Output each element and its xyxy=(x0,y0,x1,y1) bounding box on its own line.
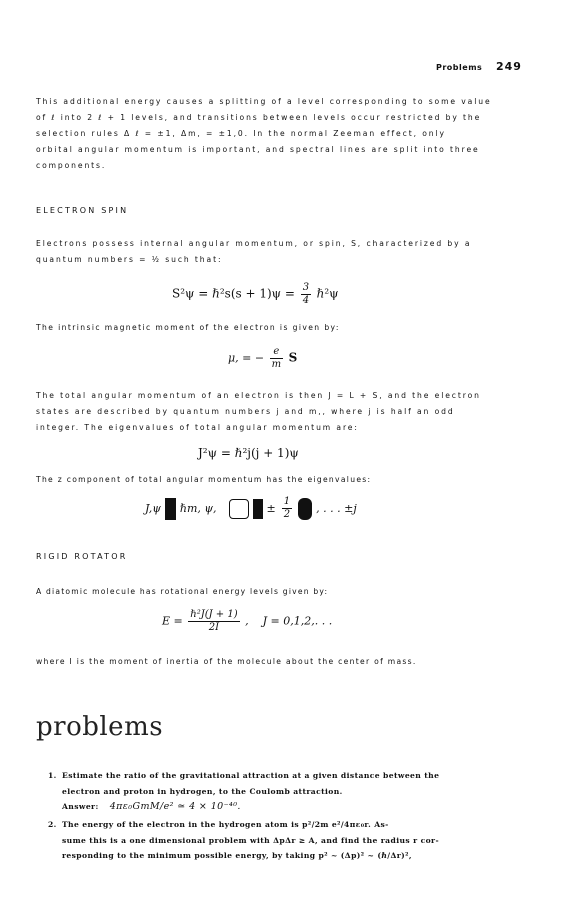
paragraph-line: The total angular momentum of an electron is then J = L + S, and the electron xyxy=(36,391,481,400)
problem-line: sume this is a one dimensional problem with ΔpΔr ≥ A, and find the radius r cor- xyxy=(62,835,440,845)
problem-row xyxy=(48,768,488,815)
total-angular-momentum-paragraph xyxy=(36,388,481,436)
fraction-denominator: 2 xyxy=(283,509,291,520)
equation-text: ℏ²ψ xyxy=(316,286,339,301)
problems-title: problems xyxy=(36,712,164,742)
answer-label: Answer: xyxy=(62,802,99,811)
z-component-text xyxy=(36,472,476,488)
equation-text: S xyxy=(288,350,298,365)
rigid-rotator-intro xyxy=(36,584,476,600)
equation-text: J,ψ xyxy=(145,502,161,515)
glyph-artifact xyxy=(165,498,176,520)
paragraph-line: selection rules Δ ℓ = ±1, Δm, = ±1,0. In the normal Zeeman effect, only xyxy=(36,129,446,138)
magnetic-moment-equation xyxy=(228,346,297,371)
fraction-denominator: 2I xyxy=(208,622,220,633)
paragraph-line: of ℓ into 2 ℓ + 1 levels, and transitions between levels occur restricted by the xyxy=(36,113,482,122)
paragraph-line: The intrinsic magnetic moment of the electron is given by: xyxy=(36,323,340,332)
glyph-artifact xyxy=(298,498,312,520)
glyph-artifact xyxy=(229,499,249,519)
problem-line: Estimate the ratio of the gravitational attraction at a given distance between the xyxy=(62,771,440,780)
section-heading-rigid-rotator: RIGID ROTATOR xyxy=(36,552,128,561)
fraction-numerator: ℏ²J(J + 1) xyxy=(190,609,238,620)
equation-text: E = xyxy=(162,614,187,628)
total-angular-momentum-equation xyxy=(198,446,299,460)
page-number: 249 xyxy=(496,60,522,73)
zeeman-paragraph xyxy=(36,94,492,174)
paragraph-line: quantum numbers = ½ such that: xyxy=(36,255,223,264)
problem-line: electron and proton in hydrogen, to the Coulomb attraction. xyxy=(62,786,343,796)
equation-text: , . . . ±j xyxy=(316,502,357,515)
paragraph-line: This additional energy causes a splitting of a level corresponding to some value xyxy=(36,97,492,106)
fraction xyxy=(301,282,311,307)
paragraph-line: Electrons possess internal angular momentum, or spin, S, characterized by a xyxy=(36,239,472,248)
paragraph-line: The z component of total angular momentum has the eigenvalues: xyxy=(36,475,372,484)
problem-line: The energy of the electron in the hydrogen atom is p²/2m e²/4πε₀r. As- xyxy=(62,820,389,829)
problem-number: 1. xyxy=(48,771,57,780)
fraction xyxy=(282,496,292,521)
fraction-numerator: 3 xyxy=(302,282,310,293)
glyph-artifact xyxy=(253,499,263,519)
electron-spin-intro xyxy=(36,236,476,268)
problem-answer xyxy=(62,799,439,815)
equation-text: , J = 0,1,2,. . . xyxy=(245,614,333,628)
problem-item xyxy=(48,817,488,864)
section-heading-electron-spin: ELECTRON SPIN xyxy=(36,206,129,215)
z-component-equation xyxy=(145,496,357,521)
fraction-numerator: e xyxy=(270,346,283,359)
fraction-denominator: 4 xyxy=(302,295,310,306)
magnetic-moment-text xyxy=(36,320,476,336)
equation-text: J²ψ = ℏ²j(j + 1)ψ xyxy=(198,446,299,460)
problem-body xyxy=(62,768,439,815)
equation-text: ℏm, ψ, xyxy=(179,502,217,515)
problem-body xyxy=(62,817,439,864)
problem-row xyxy=(48,817,488,864)
running-header-label: Problems xyxy=(436,63,483,72)
equation-text: μ, = − xyxy=(228,351,265,365)
fraction xyxy=(188,609,239,634)
rotator-energy-equation xyxy=(162,609,332,634)
fraction xyxy=(270,346,283,371)
problem-number: 2. xyxy=(48,820,57,829)
paragraph-line: A diatomic molecule has rotational energy levels given by: xyxy=(36,587,329,596)
answer-value: 4πε₀GmM/e² ≃ 4 × 10⁻⁴⁰. xyxy=(109,801,241,812)
equation-text: S²ψ = ℏ²s(s + 1)ψ = xyxy=(172,286,299,301)
paragraph-line: components. xyxy=(36,161,107,170)
problem-item xyxy=(48,768,488,815)
problem-line: responding to the minimum possible energy, by taking p² ~ (Δp)² ~ (ℏ/Δr)², xyxy=(62,851,412,860)
paragraph-line: orbital angular momentum is important, and spectral lines are split into three xyxy=(36,145,480,154)
moment-of-inertia-text xyxy=(36,654,476,670)
fraction-numerator: 1 xyxy=(283,496,291,507)
fraction-denominator: m xyxy=(271,359,282,370)
paragraph-line: states are described by quantum numbers j and m,, where j is half an odd xyxy=(36,407,455,416)
paragraph-line: where I is the moment of inertia of the molecule about the center of mass. xyxy=(36,657,417,666)
paragraph-line: integer. The eigenvalues of total angular momentum are: xyxy=(36,423,359,432)
equation-text: ± xyxy=(266,502,276,515)
spin-eigenvalue-equation xyxy=(172,282,339,307)
